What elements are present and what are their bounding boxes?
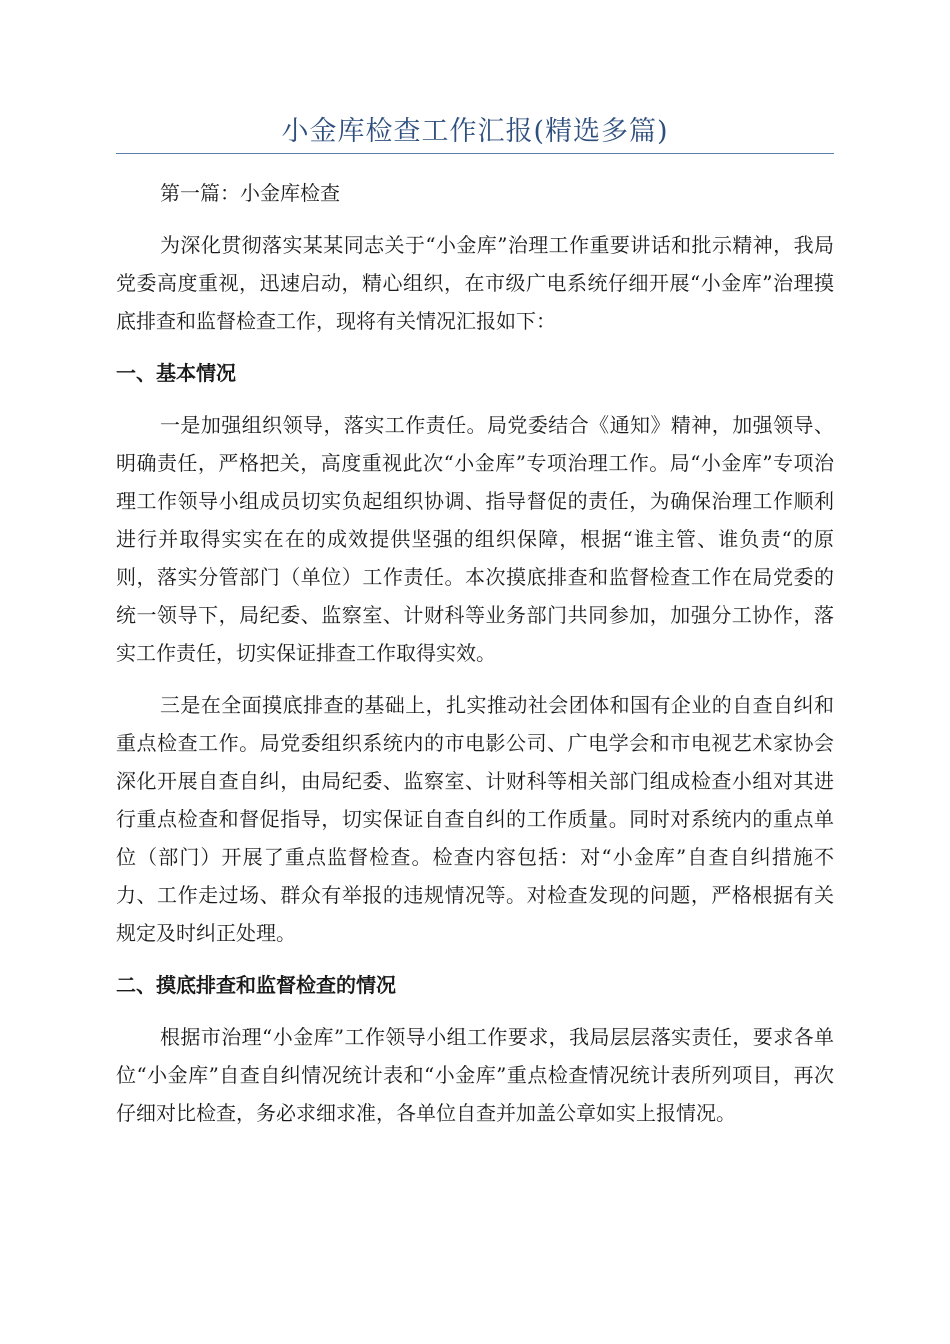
part-label: 第一篇：小金库检查 [160,181,340,205]
section-heading-basic: 一、基本情况 [116,361,236,385]
section1-paragraph-1: 一是加强组织领导，落实工作责任。局党委结合《通知》精神，加强领导、明确责任，严格把关，高度重视此次“小金库”专项治理工作。局“小金库”专项治理工作领导小组成员切实负起组织协调、指导督促的责任，为确保治理工作顺利进行并取得实实在在的成效提供坚强的组织保障，根据“谁主管、谁负责“的原则，落实分管部门（单位）工作责任。本次摸底排查和监督检查工作在局党委的统一领导下，局纪委、监察室、计财科等业务部门共同参加，加强分工协作，落实工作责任，切实保证排查工作取得实效。 [116,413,834,665]
section1-paragraph-2: 三是在全面摸底排查的基础上，扎实推动社会团体和国有企业的自查自纠和重点检查工作。局党委组织系统内的市电影公司、广电学会和市电视艺术家协会深化开展自查自纠，由局纪委、监察室、计财科等相关部门组成检查小组对其进行重点检查和督促指导，切实保证自查自纠的工作质量。同时对系统内的重点单位（部门）开展了重点监督检查。检查内容包括：对“小金库”自查自纠措施不力、工作走过场、群众有举报的违规情况等。对检查发现的问题，严格根据有关规定及时纠正处理。 [116,693,834,945]
document-title: 小金库检查工作汇报(精选多篇) [281,116,669,147]
document-body [116,174,834,1132]
section2-paragraph-1: 根据市治理“小金库”工作领导小组工作要求，我局层层落实责任，要求各单位“小金库”自查自纠情况统计表和“小金库”重点检查情况统计表所列项目，再次仔细对比检查，务必求细求准，各单位自查并加盖公章如实上报情况。 [116,1025,834,1125]
intro-paragraph: 为深化贯彻落实某某同志关于“小金库”治理工作重要讲话和批示精神，我局党委高度重视，迅速启动，精心组织，在市级广电系统仔细开展“小金库”治理摸底排查和监督检查工作，现将有关情况汇报如下： [116,233,834,333]
title-underline [116,153,834,154]
section-heading-inspection: 二、摸底排查和监督检查的情况 [116,973,396,997]
